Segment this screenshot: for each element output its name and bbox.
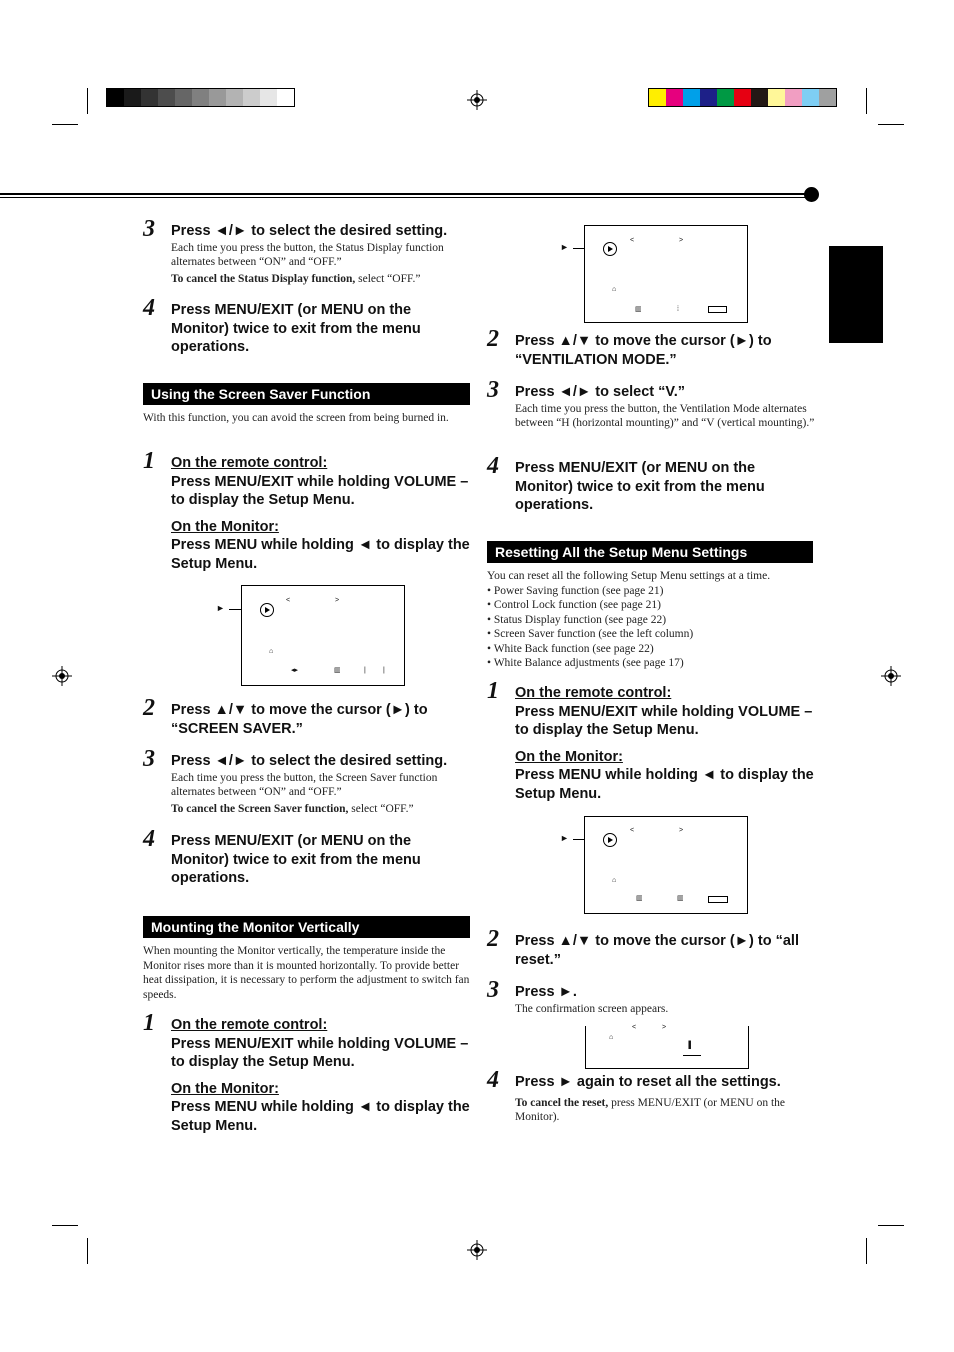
lock-icon: ⌂	[612, 877, 617, 884]
cursor-pointer-icon: ►	[216, 603, 225, 613]
cancel-rest: select “OFF.”	[355, 272, 421, 285]
step-number: 4	[143, 826, 155, 852]
remote-label: On the remote control:	[515, 685, 672, 701]
color-swatch	[666, 89, 683, 106]
cancel-bold: To cancel the Screen Saver function,	[171, 802, 349, 815]
lock-icon: ⌂	[609, 1034, 614, 1041]
crop-mark	[87, 1238, 88, 1264]
menu-icon: ▥	[635, 306, 642, 313]
crop-mark	[52, 124, 78, 125]
step-title: Press MENU/EXIT (or MENU on the Monitor) twice to exit from the menu operations.	[171, 302, 421, 355]
cancel-rest: select “OFF.”	[348, 802, 414, 815]
crop-mark	[866, 88, 867, 114]
list-item: • Power Saving function (see page 21)	[487, 584, 817, 599]
crop-mark	[866, 1238, 867, 1264]
tick-mark: |	[364, 667, 366, 674]
menu-icon: ▥	[677, 895, 684, 902]
step-desc: Each time you press the button, the Ventilation Mode alternates between “H (horizontal mounting)” and “V (vertical mounting).”	[515, 402, 815, 429]
step-title: Press MENU/EXIT (or MENU on the Monitor) twice to exit from the menu operations.	[515, 460, 765, 513]
color-swatch	[124, 89, 141, 106]
step-display-setup-menu	[143, 1010, 473, 1135]
step-exit-menu	[487, 453, 817, 515]
color-swatch	[209, 89, 226, 106]
crop-mark	[87, 88, 88, 114]
registration-mark-icon	[467, 90, 487, 110]
step-title: Press ◄/► to select “V.”	[515, 384, 686, 400]
remote-text: Press MENU/EXIT while holding VOLUME – to display the Setup Menu.	[515, 703, 813, 738]
step-cancel-note	[515, 1096, 817, 1125]
step-number: 1	[143, 448, 155, 474]
step-number: 4	[487, 453, 499, 479]
step-number: 1	[487, 678, 499, 704]
color-swatch	[785, 89, 802, 106]
color-swatch	[700, 89, 717, 106]
step-title: Press ► again to reset all the settings.	[515, 1074, 781, 1090]
crop-mark	[52, 1225, 78, 1226]
right-arrow-icon: >	[335, 597, 340, 604]
cursor-icon	[603, 242, 617, 256]
value-box	[708, 896, 728, 903]
setup-menu-screen	[584, 816, 748, 914]
cursor-pointer-icon: ►	[560, 833, 569, 843]
step-number: 3	[143, 746, 155, 772]
step-select-v	[487, 377, 817, 431]
section-intro: When mounting the Monitor vertically, the temperature inside the Monitor rises more than it is mounted horizontally. To provide better heat dissipation, it is necessary to perform the adjustment to switch fan speeds.	[143, 945, 470, 1001]
step-title: Press ▲/▼ to move the cursor (►) to “all reset.”	[515, 933, 799, 968]
color-swatch	[141, 89, 158, 106]
monitor-text: Press MENU while holding ◄ to display the Setup Menu.	[171, 1099, 470, 1134]
monitor-text: Press MENU while holding ◄ to display the Setup Menu.	[171, 537, 470, 572]
right-arrow-icon: >	[679, 237, 684, 244]
setup-menu-screen	[584, 225, 748, 323]
cancel-rest: press MENU/EXIT (or MENU on the Monitor).	[515, 1096, 785, 1123]
right-arrow-icon: >	[662, 1024, 667, 1031]
step-number: 3	[143, 216, 155, 242]
monitor-label: On the Monitor:	[171, 518, 279, 535]
list-item: • Status Display function (see page 22)	[487, 613, 817, 628]
step-status-select	[143, 216, 473, 286]
step-title: Press ▲/▼ to move the cursor (►) to “SCREEN SAVER.”	[171, 702, 428, 737]
reset-items-list	[487, 584, 817, 671]
color-swatch	[260, 89, 277, 106]
tick-mark: |	[383, 667, 385, 674]
arrows-icon: ◂▸	[291, 667, 299, 674]
section-heading-screen-saver: Using the Screen Saver Function	[143, 383, 470, 405]
step-move-cursor-screen-saver	[143, 695, 473, 738]
registration-mark-icon	[52, 666, 72, 686]
remote-label: On the remote control:	[171, 1017, 328, 1033]
step-desc: The confirmation screen appears.	[515, 1002, 669, 1015]
color-swatch	[158, 89, 175, 106]
color-swatch-bar	[648, 88, 837, 107]
reset-intro: You can reset all the following Setup Menu settings at a time.	[487, 570, 771, 582]
color-swatch	[649, 89, 666, 106]
color-swatch	[802, 89, 819, 106]
step-exit-menu	[143, 826, 473, 888]
color-swatch	[277, 89, 294, 106]
left-arrow-icon: <	[632, 1024, 637, 1031]
gray-swatch-bar	[106, 88, 295, 107]
list-item: • Screen Saver function (see the left column)	[487, 627, 817, 642]
color-swatch	[751, 89, 768, 106]
color-swatch	[683, 89, 700, 106]
left-arrow-icon: <	[630, 827, 635, 834]
cursor-icon	[603, 833, 617, 847]
step-exit-menu	[143, 295, 473, 357]
monitor-label: On the Monitor:	[171, 1080, 279, 1097]
list-item: • White Balance adjustments (see page 17)	[487, 656, 817, 671]
section-heading-vertical: Mounting the Monitor Vertically	[143, 916, 470, 938]
step-number: 1	[143, 1010, 155, 1036]
step-display-setup-menu	[143, 448, 473, 573]
step-move-cursor-all-reset	[487, 926, 817, 969]
remote-label: On the remote control:	[171, 455, 328, 471]
section-intro: With this function, you can avoid the screen from being burned in.	[143, 412, 449, 424]
header-rule	[0, 193, 812, 195]
monitor-text: Press MENU while holding ◄ to display the Setup Menu.	[515, 767, 814, 802]
step-press-right	[487, 977, 817, 1016]
left-arrow-icon: <	[630, 237, 635, 244]
step-cancel-note	[171, 272, 473, 287]
menu-icon: ▥	[334, 667, 341, 674]
step-cancel-note	[171, 802, 473, 817]
step-screen-saver-select	[143, 746, 473, 816]
remote-text: Press MENU/EXIT while holding VOLUME – to display the Setup Menu.	[171, 1035, 469, 1070]
cancel-bold: To cancel the reset,	[515, 1096, 609, 1109]
cancel-bold: To cancel the Status Display function,	[171, 272, 356, 285]
color-swatch	[734, 89, 751, 106]
step-number: 3	[487, 377, 499, 403]
lock-icon: ⌂	[269, 648, 274, 655]
color-swatch	[226, 89, 243, 106]
color-swatch	[819, 89, 836, 106]
step-move-cursor-ventilation	[487, 326, 817, 369]
header-rule	[0, 197, 812, 198]
right-arrow-icon: >	[679, 827, 684, 834]
color-swatch	[768, 89, 785, 106]
step-number: 2	[143, 695, 155, 721]
step-number: 2	[487, 926, 499, 952]
step-display-setup-menu	[487, 678, 817, 803]
remote-text: Press MENU/EXIT while holding VOLUME – to display the Setup Menu.	[171, 473, 469, 508]
underline-mark	[683, 1055, 701, 1056]
monitor-label: On the Monitor:	[515, 748, 623, 765]
marker-icon: ▐	[686, 1042, 691, 1049]
step-title: Press ▲/▼ to move the cursor (►) to “VENTILATION MODE.”	[515, 333, 772, 368]
color-swatch	[717, 89, 734, 106]
header-rule-dot	[804, 187, 819, 202]
step-number: 2	[487, 326, 499, 352]
step-number: 3	[487, 977, 499, 1003]
setup-menu-screen	[241, 585, 405, 686]
cursor-icon	[260, 603, 274, 617]
left-arrow-icon: <	[286, 597, 291, 604]
value-box	[708, 306, 727, 313]
registration-mark-icon	[467, 1240, 487, 1260]
crop-mark	[878, 124, 904, 125]
step-number: 4	[143, 295, 155, 321]
lock-icon: ⌂	[612, 286, 617, 293]
step-reset-all	[487, 1067, 817, 1125]
list-item: • Control Lock function (see page 21)	[487, 598, 817, 613]
list-item: • White Back function (see page 22)	[487, 642, 817, 657]
confirmation-screen	[585, 1026, 749, 1069]
step-number: 4	[487, 1067, 499, 1093]
cursor-pointer-icon: ►	[560, 242, 569, 252]
step-title: Press ◄/► to select the desired setting.	[171, 753, 448, 769]
color-swatch	[175, 89, 192, 106]
color-swatch	[192, 89, 209, 106]
side-tab	[829, 246, 883, 343]
section-intro	[487, 569, 817, 671]
step-desc: Each time you press the button, the Status Display function alternates between “ON” and “OFF.”	[171, 241, 444, 268]
section-heading-reset: Resetting All the Setup Menu Settings	[487, 541, 813, 563]
step-title: Press ◄/► to select the desired setting.	[171, 223, 448, 239]
color-swatch	[243, 89, 260, 106]
color-swatch	[107, 89, 124, 106]
step-desc: Each time you press the button, the Screen Saver function alternates between “ON” and “OFF.”	[171, 771, 438, 798]
step-title: Press ►.	[515, 984, 577, 1000]
crop-mark	[878, 1225, 904, 1226]
registration-mark-icon	[881, 666, 901, 686]
tick-mark: ⁞	[677, 306, 679, 313]
menu-icon: ▥	[636, 895, 643, 902]
step-title: Press MENU/EXIT (or MENU on the Monitor) twice to exit from the menu operations.	[171, 833, 421, 886]
